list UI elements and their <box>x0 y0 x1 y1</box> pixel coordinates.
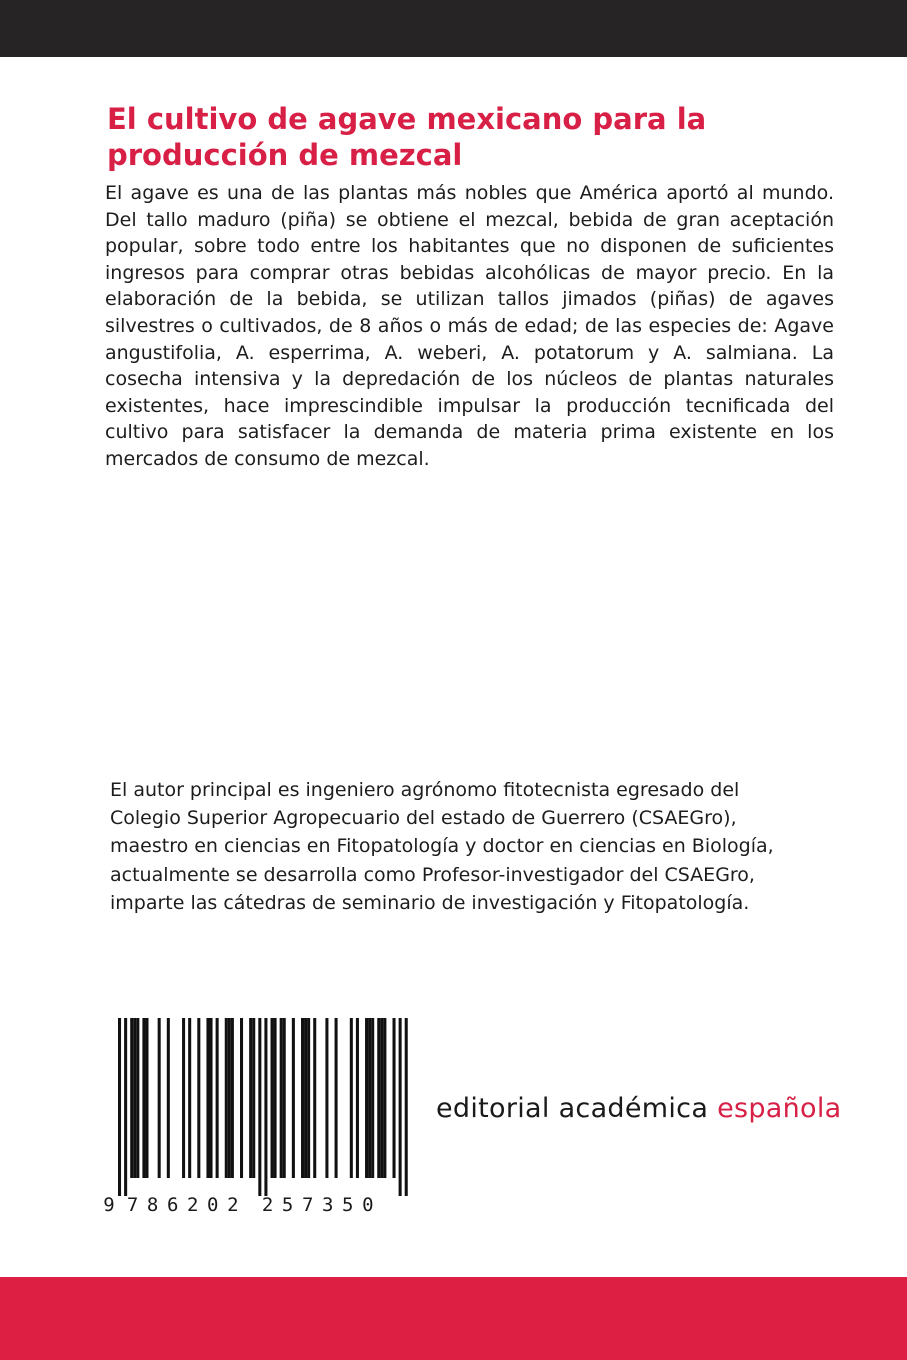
book-title: El cultivo de agave mexicano para la producción de mezcal <box>107 102 707 172</box>
barcode-bar <box>145 1018 148 1178</box>
barcode-bars <box>118 1018 408 1196</box>
barcode-bar <box>313 1018 316 1178</box>
top-color-band <box>0 0 907 57</box>
barcode-bar <box>182 1018 185 1178</box>
barcode-bar <box>206 1018 209 1178</box>
barcode-bar <box>280 1018 283 1178</box>
barcode-bar <box>365 1018 368 1178</box>
barcode-bar <box>264 1018 267 1196</box>
bottom-color-band <box>0 1277 907 1360</box>
publisher-name-accent: española <box>717 1093 842 1124</box>
barcode-bar <box>405 1018 408 1196</box>
publisher-name-main: editorial académica <box>436 1093 718 1124</box>
barcode-bar <box>371 1018 374 1178</box>
barcode-bar <box>228 1018 231 1178</box>
barcode-digit-group: 786202 <box>126 1194 248 1216</box>
barcode-bar <box>271 1018 274 1178</box>
author-bio <box>110 776 830 917</box>
barcode-bar <box>249 1018 252 1178</box>
isbn-barcode <box>100 1018 415 1218</box>
barcode-bar <box>142 1018 145 1178</box>
barcode-bar <box>258 1018 261 1196</box>
barcode-bar <box>380 1018 383 1178</box>
barcode-bar <box>210 1018 213 1178</box>
barcode-bar <box>225 1018 228 1178</box>
barcode-bar <box>231 1018 234 1178</box>
author-bio-line: Colegio Superior Agropecuario del estado de Guerrero (CSAEGro), <box>110 807 737 830</box>
barcode-bar <box>118 1018 121 1196</box>
barcode-bar <box>399 1018 402 1196</box>
barcode-bar <box>377 1018 380 1178</box>
barcode-bar <box>292 1018 295 1178</box>
author-bio-line: imparte las cátedras de seminario de investigación y Fitopatología. <box>110 891 750 914</box>
barcode-bar <box>188 1018 191 1178</box>
barcode-bar <box>283 1018 286 1178</box>
author-bio-line: maestro en ciencias en Fitopatología y doctor en ciencias en Biología, <box>110 835 774 858</box>
barcode-bar <box>133 1018 136 1178</box>
barcode-bar <box>124 1018 127 1196</box>
barcode-bar <box>304 1018 307 1178</box>
barcode-bar <box>350 1018 353 1178</box>
barcode-bar <box>301 1018 304 1178</box>
barcode-digit-group: 9 <box>103 1194 115 1216</box>
barcode-bar <box>307 1018 310 1178</box>
barcode-bar <box>167 1018 170 1178</box>
barcode-bar <box>130 1018 133 1178</box>
barcode-bar <box>197 1018 200 1178</box>
book-synopsis: El agave es una de las plantas más nobles que América aportó al mundo. Del tallo maduro (piña) se obtiene el mezcal, bebida de gran aceptación popular, sobre todo entre los habitantes que no disponen de suficientes ingresos para comprar otras bebidas alcohólicas de mayor precio. En la elaboración de la bebida, se utilizan tallos jimados (piñas) de agaves silvestres o cultivados, de 8 años o más de edad; de las especies de: Agave angustifolia, A. esperrima, A. weberi, A. potatorum y A. salmiana. La cosecha intensiva y la depredación de los núcleos de plantas naturales existentes, hace imprescindible impulsar la producción tecnificada del cultivo para satisfacer la demanda de materia prima existente en los mercados de consumo de mezcal. <box>105 182 834 470</box>
barcode-bar <box>252 1018 255 1178</box>
barcode-bar <box>136 1018 139 1178</box>
barcode-bar <box>158 1018 161 1178</box>
publisher-logo <box>436 1089 842 1129</box>
barcode-bar <box>356 1018 359 1178</box>
barcode-digit-group: 257350 <box>261 1194 383 1216</box>
author-bio-line: El autor principal es ingeniero agrónomo fitotecnista egresado del <box>110 779 740 801</box>
barcode-bar <box>368 1018 371 1178</box>
barcode-bar <box>325 1018 328 1178</box>
barcode-bar <box>393 1018 396 1178</box>
barcode-bar <box>216 1018 219 1178</box>
author-bio-line: actualmente se desarrolla como Profesor-investigador del CSAEGro, <box>110 863 755 886</box>
barcode-bar <box>383 1018 386 1178</box>
barcode-bar <box>274 1018 277 1178</box>
barcode-bar <box>240 1018 243 1178</box>
barcode-bar <box>335 1018 338 1178</box>
